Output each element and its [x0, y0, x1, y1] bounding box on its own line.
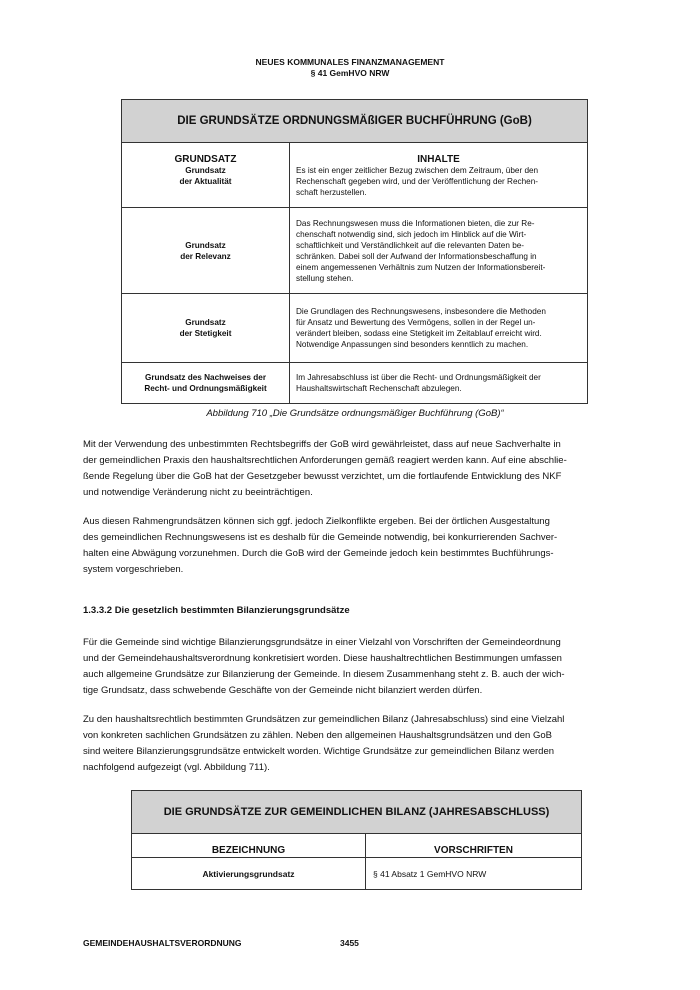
text-line: system vorgeschrieben.	[83, 564, 184, 575]
row-text-line: schaft herzustellen.	[296, 188, 367, 197]
row-bezeichnung: Aktivierungsgrundsatz	[132, 858, 366, 890]
text-line: nachfolgend aufgezeigt (vgl. Abbildung 711).	[83, 762, 270, 773]
row-text-line: Es ist ein enger zeitlicher Bezug zwischen dem Zeitraum, über den	[296, 166, 539, 175]
header-line-1: NEUES KOMMUNALES FINANZMANAGEMENT	[255, 57, 445, 67]
text-line: tige Grundsatz, dass schwebende Geschäfte von der Gemeinde nicht bilanziert werden dürfen.	[83, 685, 483, 696]
table-row	[122, 294, 588, 363]
bilanz-table-title: DIE GRUNDSÄTZE ZUR GEMEINDLICHEN BILANZ (JAHRESABSCHLUSS)	[132, 791, 582, 834]
text-line: ßende Regelung über die GoB hat der Gesetzgeber bewusst verzichtet, um die fortlaufende Entwicklung des NKF	[83, 471, 562, 482]
row-text-line: einem angemessenen Verhältnis zum Nutzen der Informationsbereit-	[296, 262, 546, 272]
footer-title: GEMEINDEHAUSHALTSVERORDNUNG	[83, 938, 242, 948]
gob-table-title: DIE GRUNDSÄTZE ORDNUNGSMÄßIGER BUCHFÜHRUNG (GoB)	[122, 100, 588, 143]
page-number: 3455	[340, 938, 359, 948]
text-line: und notwendige Veränderung nicht zu beeinträchtigen.	[83, 487, 313, 498]
row-name-line: Grundsatz	[185, 240, 226, 250]
row-text-line: Die Grundlagen des Rechnungswesens, insbesondere die Methoden	[296, 307, 546, 316]
gob-table	[121, 99, 588, 404]
row-name-line: der Relevanz	[180, 251, 231, 261]
text-line: sind weitere Bilanzierungsgrundsätze entwickelt worden. Wichtige Grundsätze zur gemeindlichen Bilanz werden	[83, 746, 555, 757]
row-text-line: Im Jahresabschluss ist über die Recht- und Ordnungsmäßigkeit der	[296, 373, 541, 382]
text-line: Mit der Verwendung des unbestimmten Rechtsbegriffs der GoB wird gewährleistet, dass auf neue Sachverhalte in	[83, 439, 561, 450]
text-line: Zu den haushaltsrechtlich bestimmten Grundsätzen zur gemeindlichen Bilanz (Jahresabschluss) sind eine Vielzahl	[83, 714, 565, 725]
text-line: halten eine Abwägung vorzunehmen. Durch die GoB wird der Gemeinde jedoch kein bestimmtes Buchführungs-	[83, 548, 554, 559]
paragraph-2	[83, 514, 615, 578]
table-row	[122, 165, 588, 208]
row-text-line: für Ansatz und Bewertung des Vermögens, sollen in der Regel un-	[296, 318, 536, 327]
row-text-line: Notwendige Anpassungen sind besonders kenntlich zu machen.	[296, 340, 529, 349]
row-vorschrift: § 41 Absatz 1 GemHVO NRW	[366, 858, 582, 890]
text-line: der gemeindlichen Praxis den haushaltsrechtlichen Anforderungen gemäß reagiert werden kann. Auf eine abschlie-	[83, 455, 567, 466]
text-line: Für die Gemeinde sind wichtige Bilanzierungsgrundsätze in einer Vielzahl von Vorschriften der Gemeindeordnung	[83, 637, 561, 648]
text-line: des gemeindlichen Rechnungswesens ist es deshalb für die Gemeinde notwendig, bei konkurrierenden Sachver-	[83, 532, 558, 543]
gob-col-grundsatz: GRUNDSATZ	[122, 143, 290, 166]
page-header	[0, 57, 700, 79]
row-name-line: Grundsatz	[185, 318, 226, 327]
paragraph-4	[83, 712, 615, 776]
row-name-line: Grundsatz	[185, 166, 226, 175]
section-heading: 1.3.3.2 Die gesetzlich bestimmten Bilanzierungsgrundsätze	[83, 605, 350, 616]
table-row	[122, 208, 588, 294]
row-name-line: Recht- und Ordnungsmäßigkeit	[144, 384, 267, 393]
bilanz-table	[131, 790, 582, 890]
bilanz-col-vorschriften: VORSCHRIFTEN	[366, 834, 582, 858]
table-row	[132, 858, 582, 890]
row-name-line: der Aktualität	[179, 177, 232, 186]
paragraph-1	[83, 437, 615, 501]
paragraph-3	[83, 635, 615, 699]
row-name-line: der Stetigkeit	[179, 329, 232, 338]
row-text-line: Rechenschaft gegeben wird, und der Veröffentlichung der Rechen-	[296, 177, 538, 186]
text-line: und der Gemeindehaushaltsverordnung konkretisiert worden. Diese haushaltrechtlichen Bestimmungen umfassen	[83, 653, 562, 664]
header-line-2: § 41 GemHVO NRW	[310, 68, 390, 78]
row-text-line: stellung stehen.	[296, 273, 354, 283]
row-text-line: Das Rechnungswesen muss die Informationen bieten, die zur Re-	[296, 218, 535, 228]
row-text-line: schaftlichkeit und Verständlichkeit auf die relevanten Daten be-	[296, 240, 525, 250]
row-text-line: schränken. Dabei soll der Aufwand der Informationsbeschaffung in	[296, 251, 537, 261]
row-name-line: Grundsatz des Nachweises der	[144, 373, 267, 382]
row-text-line: chenschaft notwendig sind, sich jedoch im Hinblick auf die Wirt-	[296, 229, 527, 239]
text-line: auch allgemeine Grundsätze zur Bilanzierung der Gemeinde. In diesem Zusammenhang steht z. B. auch der wich-	[83, 669, 565, 680]
row-text-line: verändert bleiben, sodass eine Stetigkeit im Zeitablauf erreicht wird.	[296, 329, 542, 338]
bilanz-col-bezeichnung: BEZEICHNUNG	[132, 834, 366, 858]
table-row	[122, 363, 588, 404]
text-line: von konkreten sachlichen Grundsätzen zu zählen. Neben den allgemeinen Haushaltsgrundsätzen und den GoB	[83, 730, 552, 741]
gob-col-inhalte: INHALTE	[290, 143, 588, 166]
figure-caption: Abbildung 710 „Die Grundsätze ordnungsmäßiger Buchführung (GoB)“	[206, 408, 504, 419]
row-text-line: Haushaltswirtschaft Rechenschaft abzulegen.	[296, 384, 462, 393]
text-line: Aus diesen Rahmengrundsätzen können sich ggf. jedoch Zielkonflikte ergeben. Bei der örtlichen Ausgestaltung	[83, 516, 550, 527]
